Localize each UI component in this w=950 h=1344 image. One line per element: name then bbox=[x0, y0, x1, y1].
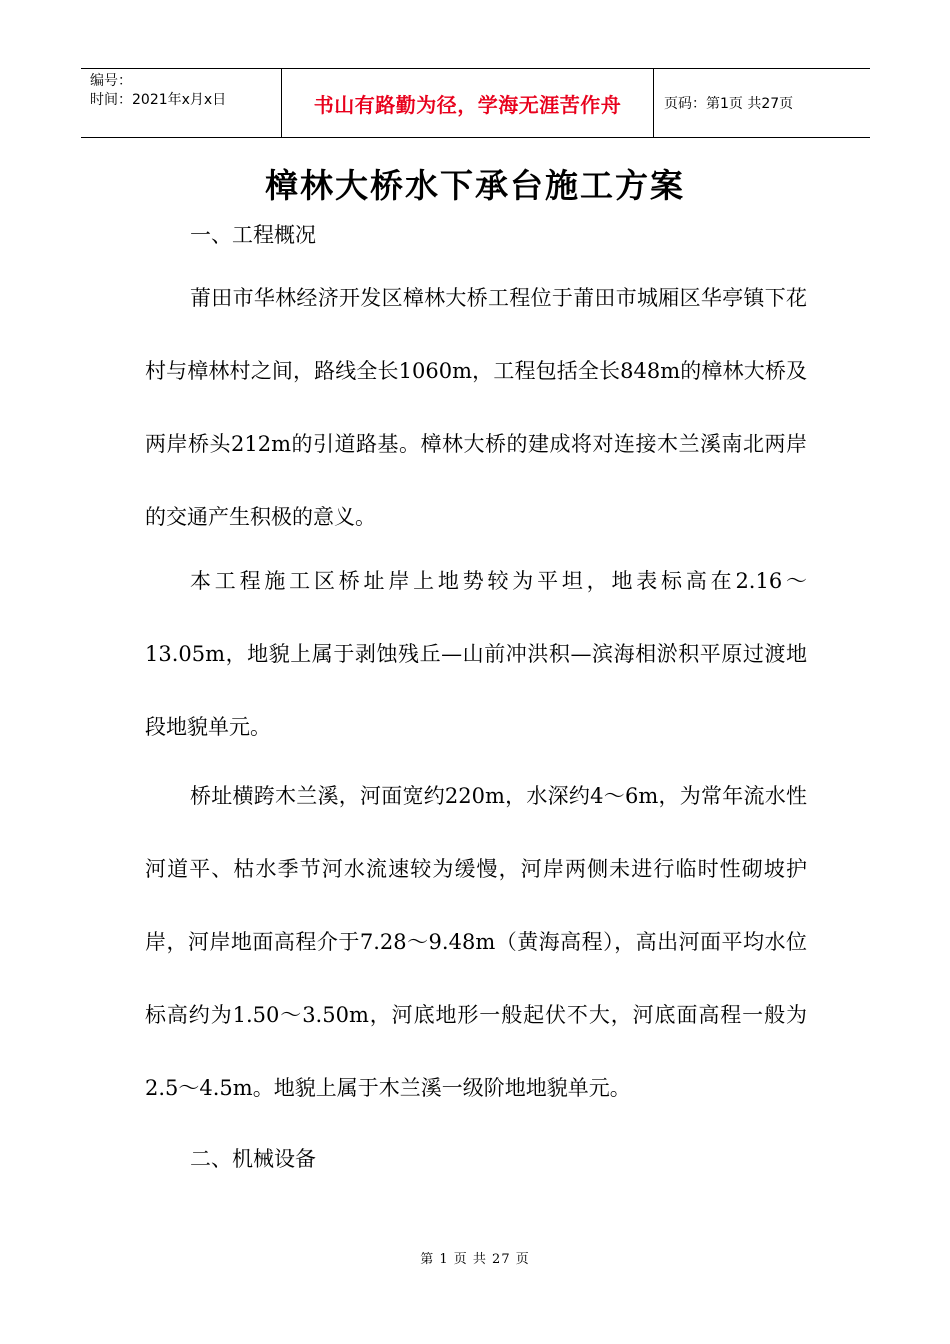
document-number-label: 编号： bbox=[90, 73, 132, 89]
paragraph-overview-location: 莆田市华林经济开发区樟林大桥工程位于莆田市城厢区华亭镇下花村与樟林村之间，路线全长1060m，工程包括全长848m的樟林大桥及两岸桥头212m的引道路基。樟林大桥的建成将对连接木兰溪南北两岸的交通产生积极的意义。 bbox=[145, 286, 807, 529]
paragraph-terrain: 本工程施工区桥址岸上地势较为平坦，地表标高在2.16～13.05m，地貌上属于剥蚀残丘—山前冲洪积—滨海相淤积平原过渡地段地貌单元。 bbox=[145, 569, 807, 739]
page-header bbox=[81, 68, 870, 138]
document-title: 樟林大桥水下承台施工方案 bbox=[265, 166, 685, 205]
document-date-label: 时间：2021年x月x日 bbox=[90, 92, 227, 108]
section-heading-overview: 一、工程概况 bbox=[190, 223, 316, 247]
paragraph-river: 桥址横跨木兰溪，河面宽约220m，水深约4～6m，为常年流水性河道平、枯水季节河水流速较为缓慢，河岸两侧未进行临时性砌坡护岸，河岸地面高程介于7.28～9.48m（黄海高程），高出河面平均水位标高约为1.50～3.50m，河底地形一般起伏不大，河底面高程一般为2.5～4.5m。地貌上属于木兰溪一级阶地地貌单元。 bbox=[145, 784, 807, 1100]
section-heading-equipment: 二、机械设备 bbox=[190, 1147, 316, 1171]
header-page-info: 页码：第1页 共27页 bbox=[664, 96, 794, 112]
page-footer: 第 1 页 共 27 页 bbox=[420, 1252, 530, 1267]
header-meta bbox=[81, 69, 282, 137]
header-motto: 书山有路勤为径，学海无涯苦作舟 bbox=[282, 69, 654, 137]
